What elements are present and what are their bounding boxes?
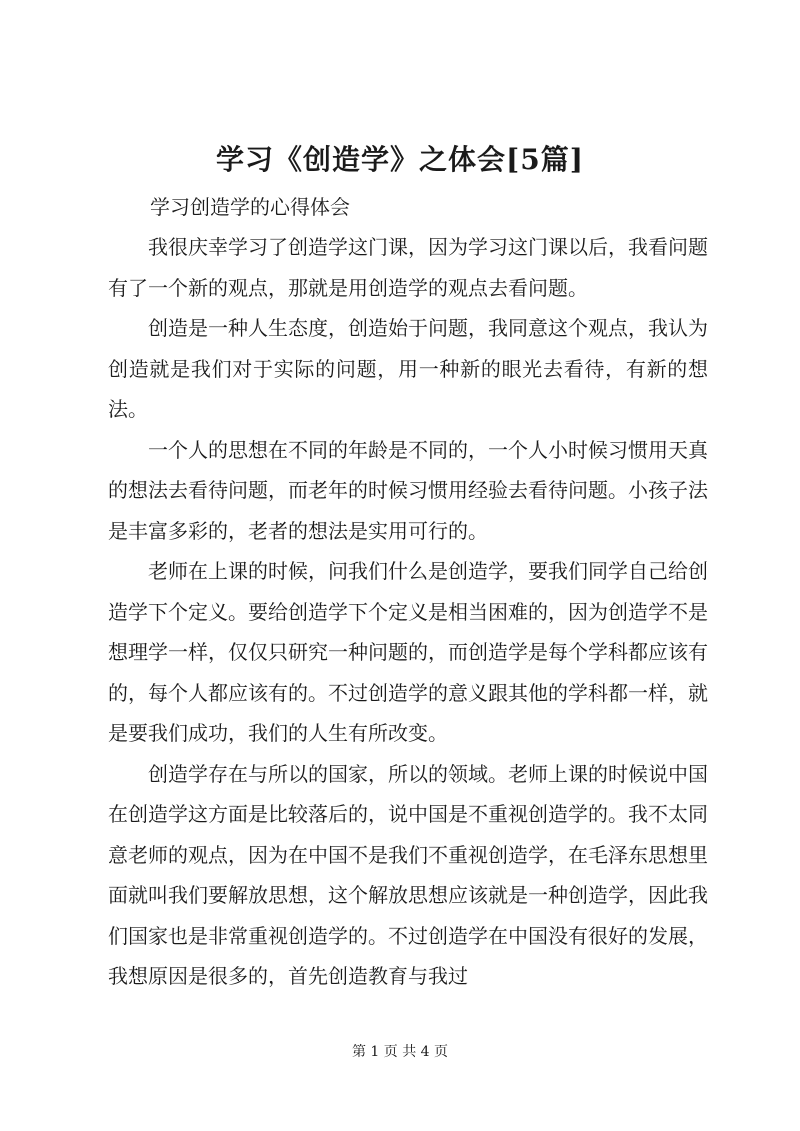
paragraph: 创造学存在与所以的国家，所以的领域。老师上课的时候说中国在创造学这方面是比较落后的，说中国是不重视创造学的。我不太同意老师的观点，因为在中国不是我们不重视创造学，在毛泽东思想里面就叫我们要解放思想，这个解放思想应该就是一种创造学，因此我们国家也是非常重视创造学的。不过创造学在中国没有很好的发展，我想原因是很多的，首先创造教育与我过: [108, 761, 708, 988]
document-title: 学习《创造学》之体会[5篇]: [216, 143, 584, 176]
paragraph: 老师在上课的时候，问我们什么是创造学，要我们同学自己给创造学下个定义。要给创造学下个定义是相当困难的，因为创造学不是想理学一样，仅仅只研究一种问题的，而创造学是每个学科都应该有的，每个人都应该有的。不过创造学的意义跟其他的学科都一样，就是要我们成功，我们的人生有所改变。: [108, 559, 708, 745]
paragraph: 我很庆幸学习了创造学这门课，因为学习这门课以后，我看问题有了一个新的观点，那就是用创造学的观点去看问题。: [108, 235, 708, 300]
paragraph: 一个人的思想在不同的年龄是不同的，一个人小时候习惯用天真的想法去看待问题，而老年的时候习惯用经验去看待问题。小孩子法是丰富多彩的，老者的想法是实用可行的。: [108, 437, 708, 543]
page-footer: 第 1 页 共 4 页: [351, 1044, 449, 1060]
document-body: [108, 227, 708, 997]
document-subtitle: 学习创造学的心得体会: [150, 195, 350, 219]
paragraph: 创造是一种人生态度，创造始于问题，我同意这个观点，我认为创造就是我们对于实际的问题，用一种新的眼光去看待，有新的想法。: [108, 316, 708, 421]
